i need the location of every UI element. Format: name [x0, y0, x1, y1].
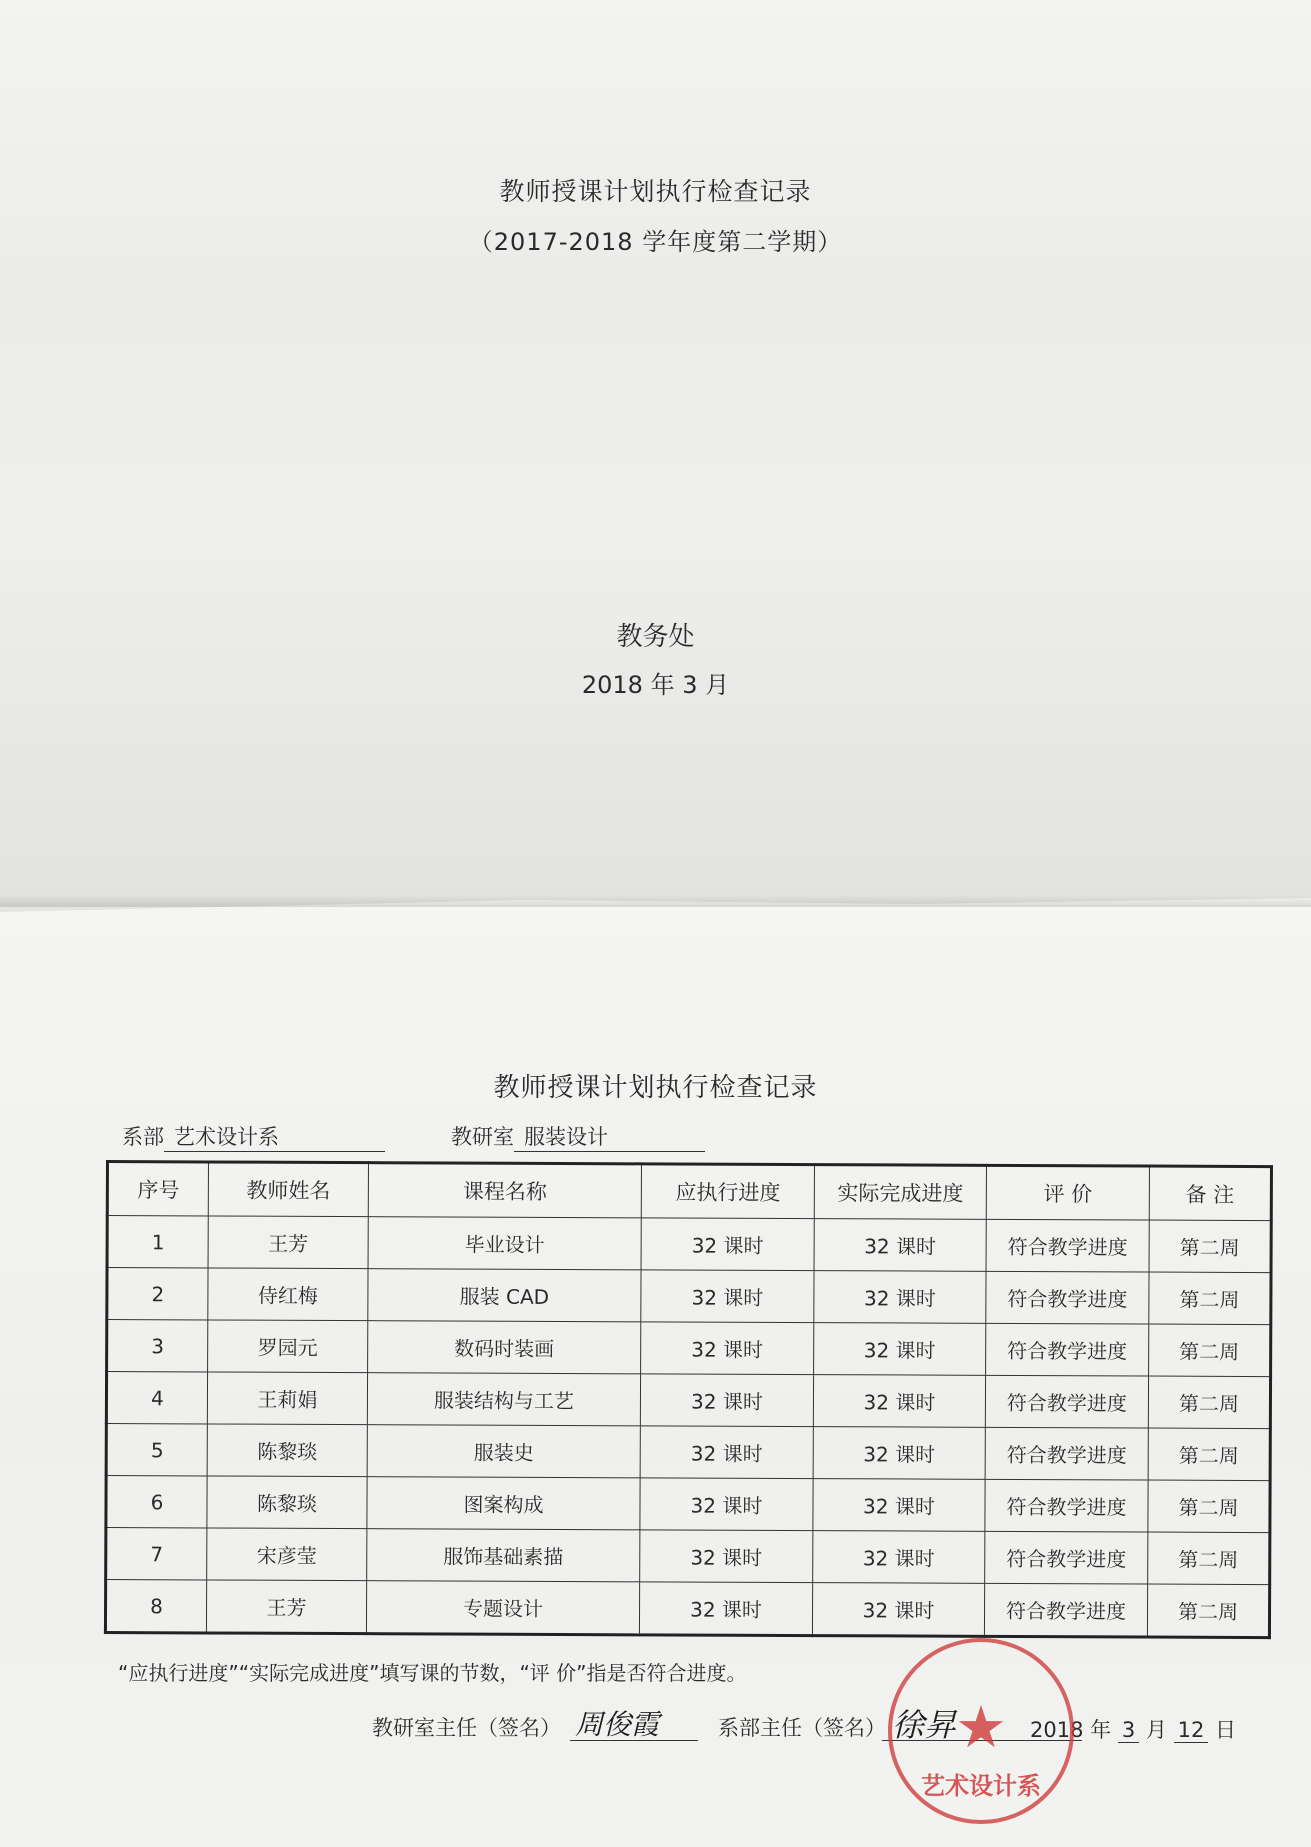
- dept-label: 系部: [122, 1125, 164, 1149]
- cell-index: 5: [106, 1424, 207, 1476]
- seal-star-icon: ★: [955, 1693, 1007, 1761]
- dept-director-signature: 徐昇: [892, 1706, 957, 1744]
- cell-teacher: 王芳: [208, 1216, 368, 1269]
- cell-teacher: 陈黎琰: [207, 1424, 367, 1477]
- cell-evaluation: 符合教学进度: [985, 1375, 1148, 1428]
- dept-director-label: 系部主任（签名）: [718, 1716, 886, 1740]
- office-value: 服装设计: [514, 1121, 705, 1152]
- cover-sheet: [0, 0, 1311, 905]
- cell-evaluation: 符合教学进度: [985, 1531, 1148, 1584]
- cell-evaluation: 符合教学进度: [986, 1323, 1149, 1376]
- table-row: [107, 1268, 1271, 1325]
- cell-planned: 32 课时: [641, 1270, 814, 1323]
- office-director-signature: 周俊霞: [575, 1708, 660, 1741]
- office-director-label: 教研室主任（签名）: [372, 1716, 561, 1740]
- cover-title: 教师授课计划执行检查记录: [499, 177, 812, 206]
- header-cell: 应执行进度: [641, 1164, 814, 1219]
- date-year-label: 年: [1090, 1718, 1112, 1742]
- record-title: 教师授课计划执行检查记录: [493, 1073, 818, 1103]
- cell-index: 8: [105, 1580, 206, 1633]
- dept-field: [122, 1121, 385, 1152]
- cell-planned: 32 课时: [639, 1582, 812, 1636]
- cell-actual: 32 课时: [813, 1531, 985, 1584]
- header-cell: 教师姓名: [208, 1162, 368, 1217]
- cell-teacher: 陈黎琰: [207, 1476, 367, 1529]
- office-label: 教研室: [451, 1125, 514, 1149]
- cell-remark: 第二周: [1147, 1584, 1269, 1638]
- cell-planned: 32 课时: [640, 1478, 813, 1531]
- cell-actual: 32 课时: [814, 1219, 986, 1272]
- cell-evaluation: 符合教学进度: [984, 1583, 1147, 1637]
- cell-course: 服装结构与工艺: [367, 1373, 640, 1426]
- cell-remark: 第二周: [1148, 1428, 1270, 1481]
- cell-planned: 32 课时: [640, 1374, 813, 1427]
- cell-remark: 第二周: [1148, 1480, 1270, 1533]
- table-row: [106, 1476, 1270, 1533]
- cell-evaluation: 符合教学进度: [985, 1479, 1148, 1532]
- paper-fold: [0, 895, 1311, 907]
- cell-index: 4: [106, 1372, 207, 1424]
- official-seal: [888, 1638, 1074, 1824]
- cell-index: 2: [107, 1268, 208, 1320]
- table-header-row: [107, 1162, 1271, 1221]
- cell-teacher: 罗园元: [208, 1320, 368, 1373]
- table-row: [105, 1580, 1269, 1638]
- cell-evaluation: 符合教学进度: [986, 1271, 1149, 1324]
- table-row: [106, 1424, 1270, 1481]
- cell-evaluation: 符合教学进度: [986, 1219, 1149, 1272]
- cell-remark: 第二周: [1149, 1220, 1271, 1273]
- cell-remark: 第二周: [1148, 1376, 1270, 1429]
- cell-index: 7: [106, 1528, 207, 1580]
- header-cell: 备 注: [1149, 1166, 1271, 1221]
- cell-actual: 32 课时: [813, 1375, 985, 1428]
- cell-actual: 32 课时: [812, 1583, 984, 1637]
- cell-course: 服装史: [367, 1425, 640, 1478]
- footnote: “应执行进度”“实际完成进度”填写课的节数，“评 价”指是否符合进度。: [118, 1661, 747, 1685]
- cell-planned: 32 课时: [640, 1426, 813, 1479]
- cell-remark: 第二周: [1149, 1272, 1271, 1325]
- cell-actual: 32 课时: [814, 1323, 986, 1376]
- cell-course: 数码时装画: [368, 1321, 641, 1374]
- date-year: 2018: [1030, 1718, 1084, 1742]
- cell-planned: 32 课时: [641, 1218, 814, 1271]
- cell-teacher: 侍红梅: [208, 1268, 368, 1321]
- cell-course: 图案构成: [367, 1477, 640, 1530]
- header-cell: 评 价: [986, 1165, 1149, 1220]
- cell-teacher: 王莉娟: [207, 1372, 367, 1425]
- date-day-label: 日: [1215, 1718, 1236, 1742]
- cell-index: 3: [107, 1320, 208, 1372]
- header-cell: 序号: [107, 1162, 208, 1216]
- record-table: [104, 1160, 1273, 1639]
- date-day: 12: [1174, 1718, 1209, 1743]
- cover-subtitle: （2017-2018 学年度第二学期）: [468, 228, 843, 256]
- cell-actual: 32 课时: [813, 1427, 985, 1480]
- table-row: [106, 1528, 1270, 1585]
- header-cell: 课程名称: [368, 1163, 641, 1218]
- cell-course: 服饰基础素描: [367, 1529, 640, 1582]
- cell-course: 专题设计: [366, 1581, 639, 1635]
- cell-actual: 32 课时: [813, 1479, 985, 1532]
- cell-teacher: 王芳: [206, 1580, 366, 1634]
- cell-actual: 32 课时: [814, 1271, 986, 1324]
- cell-index: 1: [107, 1216, 208, 1268]
- table-row: [106, 1372, 1270, 1429]
- cell-index: 6: [106, 1476, 207, 1528]
- dept-value: 艺术设计系: [164, 1121, 385, 1152]
- table-row: [107, 1320, 1271, 1377]
- cell-planned: 32 课时: [640, 1530, 813, 1583]
- cell-course: 毕业设计: [368, 1217, 641, 1270]
- cell-planned: 32 课时: [641, 1322, 814, 1375]
- cover-office: 教务处: [616, 622, 695, 652]
- cell-course: 服装 CAD: [368, 1269, 641, 1322]
- cell-remark: 第二周: [1148, 1532, 1270, 1585]
- cell-teacher: 宋彦莹: [207, 1528, 367, 1581]
- office-field: [451, 1121, 705, 1152]
- date-month: 3: [1118, 1718, 1139, 1743]
- table-row: [107, 1216, 1271, 1273]
- cell-evaluation: 符合教学进度: [985, 1427, 1148, 1480]
- cell-remark: 第二周: [1149, 1324, 1271, 1377]
- date-month-label: 月: [1145, 1718, 1167, 1742]
- cover-date: 2018 年 3 月: [581, 671, 730, 699]
- header-cell: 实际完成进度: [814, 1165, 986, 1220]
- seal-text: 艺术设计系: [921, 1772, 1041, 1800]
